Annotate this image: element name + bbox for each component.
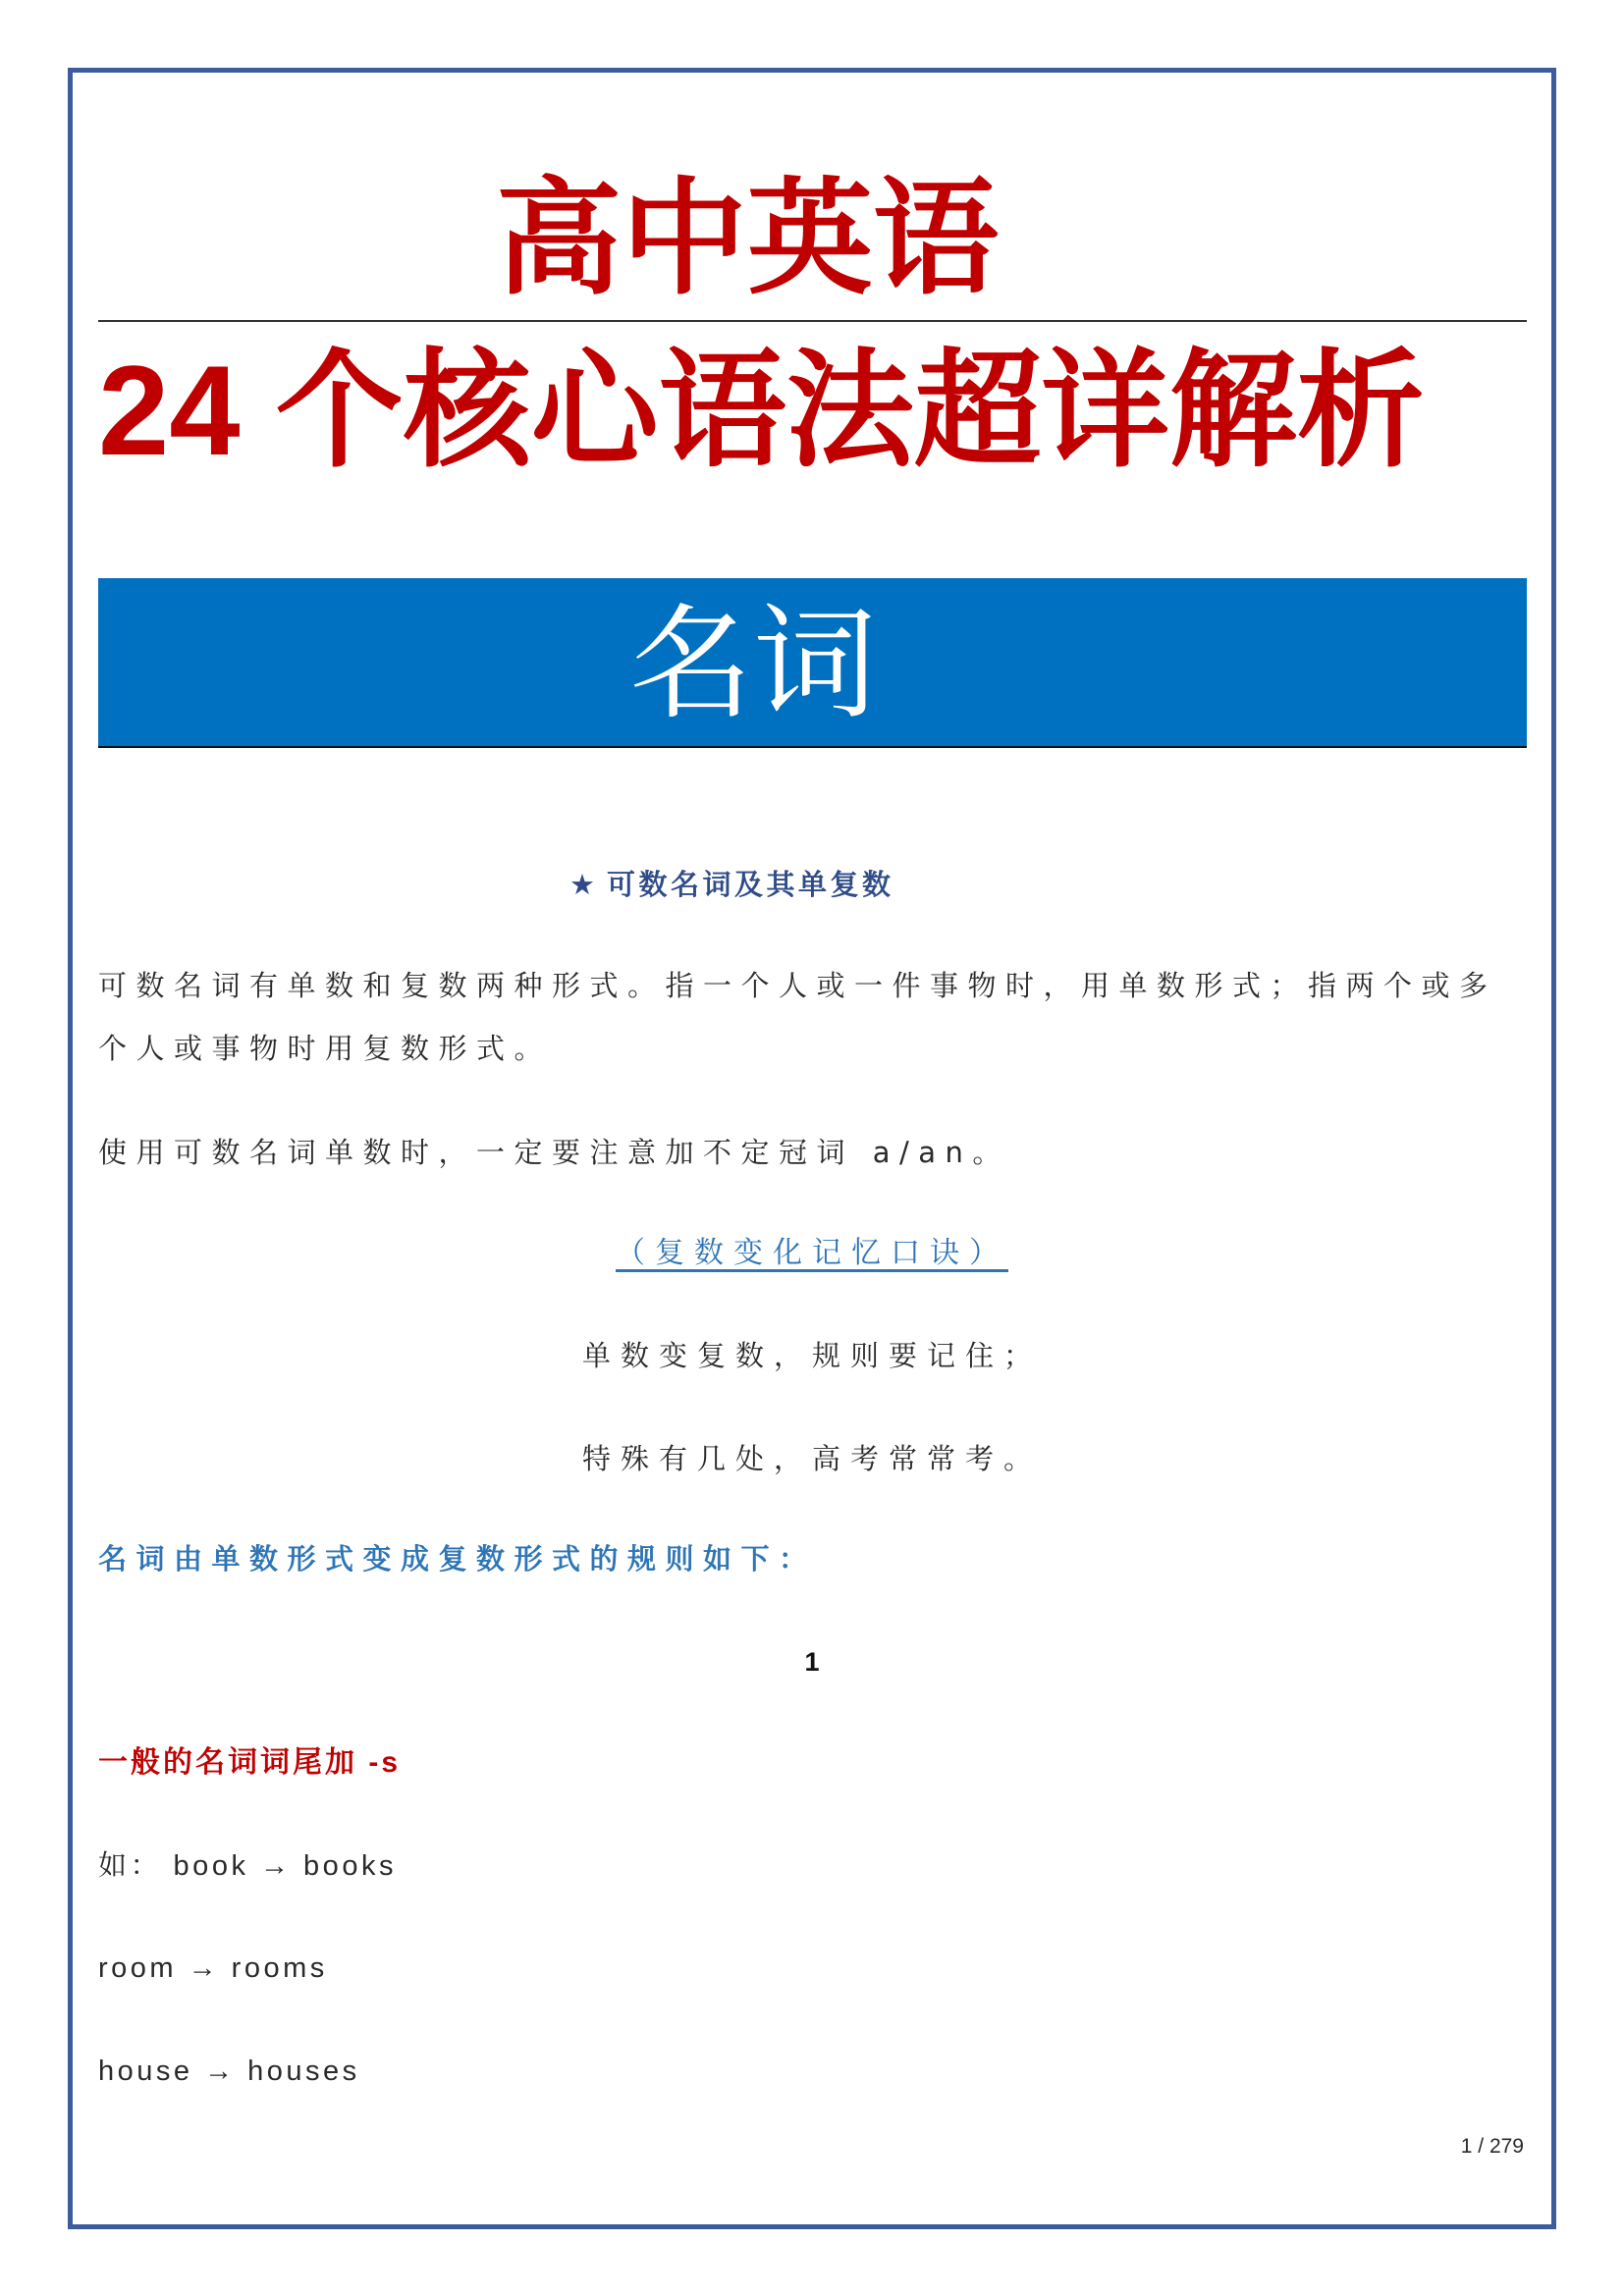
example-line: room → rooms	[98, 1952, 328, 1984]
star-icon	[569, 880, 595, 898]
mnemonic-line: 单数变复数，规则要记住；	[581, 1339, 1042, 1372]
document-title: 高中英语	[496, 165, 1000, 312]
rule-number: 1	[804, 1647, 820, 1677]
rule-title: 一般的名词词尾加 -s	[98, 1746, 402, 1779]
page-number: 1 / 279	[1460, 2135, 1524, 2158]
paragraph-line: 个人或事物时用复数形式。	[98, 1032, 553, 1065]
rules-intro: 名词由单数形式变成复数形式的规则如下：	[98, 1542, 817, 1575]
mnemonic-line: 特殊有几处，高考常常考。	[581, 1442, 1042, 1475]
example-line: house → houses	[98, 2056, 360, 2087]
mnemonic-heading: （复数变化记忆口诀）	[616, 1236, 1008, 1270]
chapter-banner	[98, 578, 1527, 748]
chapter-banner-label: 名词	[629, 592, 877, 736]
section-heading-text: 可数名词及其单复数	[607, 868, 894, 901]
title-divider	[98, 320, 1527, 322]
paragraph-line: 可数名词有单数和复数两种形式。指一个人或一件事物时，用单数形式；指两个或多	[98, 969, 1497, 1002]
example-line: 如： book → books	[98, 1850, 397, 1882]
section-heading	[569, 867, 894, 907]
paragraph-line: 使用可数名词单数时，一定要注意加不定冠词 a/an。	[98, 1136, 1010, 1169]
document-subtitle: 24 个核心语法超详解析	[98, 339, 1425, 482]
